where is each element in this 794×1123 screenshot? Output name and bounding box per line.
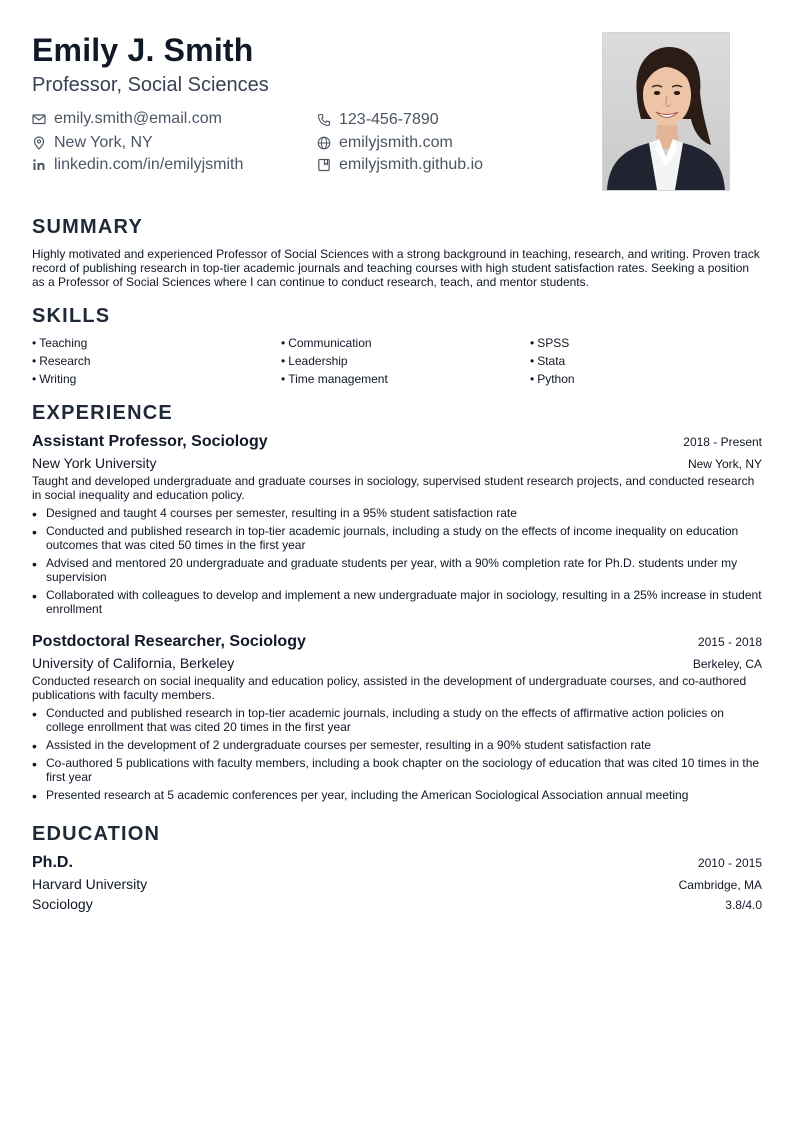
resume-header bbox=[32, 0, 762, 200]
job-location: New York, NY bbox=[687, 457, 762, 471]
job-location: Berkeley, CA bbox=[692, 657, 762, 671]
summary-text: Highly motivated and experienced Professor of Social Sciences with a strong background in teaching, research, and writing. Proven track record of publishing research in top-tier academic journals and teaching courses with high student satisfaction rates. Seeking a position as a Professor of Social Sciences where I can continue to conduct research, teach, and mentor students. bbox=[32, 247, 760, 289]
education-entry bbox=[32, 853, 762, 913]
portrait-illustration bbox=[603, 33, 729, 190]
contact-website[interactable] bbox=[317, 133, 453, 153]
job-description: Conducted research on social inequality and education policy, assisted in the development of undergraduate courses, and co-authored publications with faculty members. bbox=[32, 674, 747, 702]
education-heading: EDUCATION bbox=[32, 823, 161, 845]
skill-item: • Stata bbox=[530, 354, 762, 368]
bullet-item: • Designed and taught 4 courses per semester, resulting in a 95% student satisfaction rate bbox=[32, 506, 762, 520]
job-organization: New York University bbox=[32, 455, 157, 471]
bullet-item: • Assisted in the development of 2 undergraduate courses per semester, resulting in a 90% student satisfaction rate bbox=[32, 738, 762, 752]
job-bullets bbox=[32, 706, 762, 802]
contact-linkedin[interactable] bbox=[32, 155, 243, 175]
job-entry bbox=[32, 432, 762, 620]
website-text: emilyjsmith.com bbox=[339, 134, 453, 151]
contact-location bbox=[32, 133, 153, 153]
skill-item: • SPSS bbox=[530, 336, 762, 350]
email-text: emily.smith@email.com bbox=[54, 110, 222, 127]
school: Harvard University bbox=[32, 876, 148, 892]
github-text: emilyjsmith.github.io bbox=[339, 156, 484, 173]
github-icon bbox=[317, 158, 331, 172]
skill-item: • Teaching bbox=[32, 336, 281, 350]
skill-item: • Python bbox=[530, 372, 762, 386]
profile-photo bbox=[602, 32, 730, 191]
phone-icon bbox=[317, 113, 331, 127]
experience-heading: EXPERIENCE bbox=[32, 402, 173, 424]
skill-item: • Research bbox=[32, 354, 281, 368]
resume-page bbox=[32, 0, 762, 912]
candidate-name: Emily J. Smith bbox=[32, 32, 254, 68]
gpa: 3.8/4.0 bbox=[725, 898, 762, 912]
skills-heading: SKILLS bbox=[32, 305, 111, 327]
skill-item: • Writing bbox=[32, 372, 281, 386]
degree: Ph.D. bbox=[32, 854, 73, 871]
school-location: Cambridge, MA bbox=[678, 878, 762, 892]
skill-item: • Time management bbox=[281, 372, 530, 386]
job-title: Postdoctoral Researcher, Sociology bbox=[32, 633, 306, 650]
job-organization: University of California, Berkeley bbox=[32, 655, 235, 671]
skill-item: • Leadership bbox=[281, 354, 530, 368]
summary-heading: SUMMARY bbox=[32, 216, 143, 238]
contact-email[interactable] bbox=[32, 109, 222, 129]
globe-icon bbox=[317, 136, 331, 150]
job-title: Assistant Professor, Sociology bbox=[32, 433, 268, 450]
bullet-item: • Collaborated with colleagues to develop and implement a new undergraduate major in sociology, resulting in a 25% increase in student enrollment bbox=[32, 588, 762, 616]
job-dates: 2018 - Present bbox=[683, 435, 762, 449]
contact-github[interactable] bbox=[317, 155, 483, 175]
skill-item: • Communication bbox=[281, 336, 530, 350]
mail-icon bbox=[32, 112, 46, 126]
bullet-item: • Conducted and published research in top-tier academic journals, including a study on the effects of affirmative action policies on college enrollment that was cited 20 times in the first year bbox=[32, 706, 762, 734]
contact-phone[interactable] bbox=[317, 110, 439, 130]
job-dates: 2015 - 2018 bbox=[697, 635, 762, 649]
job-bullets bbox=[32, 506, 762, 616]
linkedin-icon bbox=[32, 158, 46, 172]
location-text: New York, NY bbox=[54, 134, 153, 151]
education-dates: 2010 - 2015 bbox=[697, 856, 762, 870]
bullet-item: • Advised and mentored 20 undergraduate and graduate students per year, with a 90% completion rate for Ph.D. students under my supervision bbox=[32, 556, 762, 584]
bullet-item: • Presented research at 5 academic conferences per year, including the American Sociological Association annual meeting bbox=[32, 788, 762, 802]
job-description: Taught and developed undergraduate and graduate courses in sociology, supervised student research projects, and conducted research in social inequality and education policy. bbox=[32, 474, 755, 502]
bullet-item: • Conducted and published research in top-tier academic journals, including a study on the effects of income inequality on education outcomes that was cited 50 times in the first year bbox=[32, 524, 762, 552]
field-of-study: Sociology bbox=[32, 896, 93, 912]
job-entry bbox=[32, 632, 762, 806]
candidate-title: Professor, Social Sciences bbox=[32, 74, 269, 96]
linkedin-text: linkedin.com/in/emilyjsmith bbox=[54, 156, 244, 173]
skills-grid bbox=[32, 336, 762, 386]
phone-text: 123-456-7890 bbox=[339, 111, 439, 128]
location-pin-icon bbox=[32, 136, 46, 150]
bullet-item: • Co-authored 5 publications with faculty members, including a book chapter on the sociology of education that was cited 10 times in the first year bbox=[32, 756, 762, 784]
